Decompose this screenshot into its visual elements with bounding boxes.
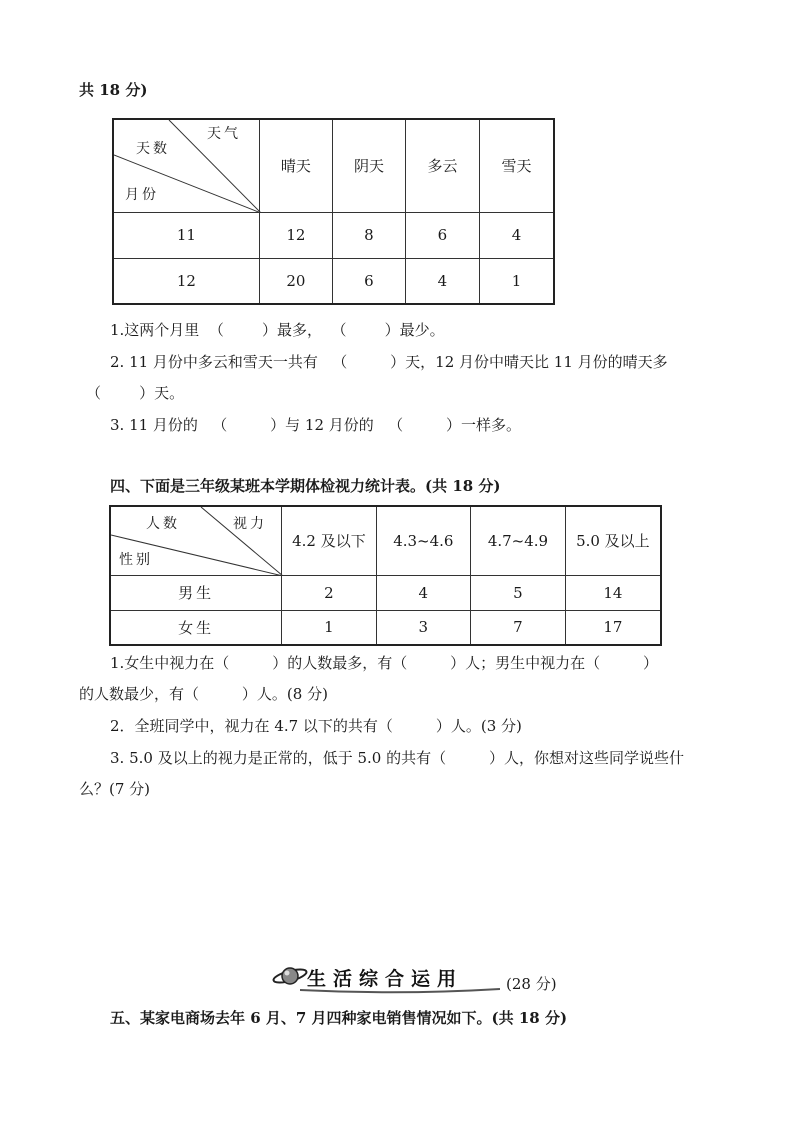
header-snowy: 雪天 (479, 119, 554, 212)
cell: 6 (405, 212, 479, 258)
corner-label-days: 天数 (136, 141, 170, 157)
vision-table (109, 505, 662, 646)
section-4-question-3-line-1: 3. 5.0 及以上的视力是正常的，低于 5.0 的共有（ ）人，你想对这些同学说些什 (110, 749, 685, 767)
question-3: 3. 11 月份的 （ ）与 12 月份的 （ ）一样多。 (110, 416, 521, 434)
question-1: 1.这两个月里 （ ）最多， （ ）最少。 (110, 321, 445, 339)
header-partly-cloudy: 多云 (405, 119, 479, 212)
header-range-3: 4.7~4.9 (471, 506, 566, 575)
corner-label-weather: 天气 (207, 126, 241, 142)
cell: 6 (332, 258, 405, 304)
question-2-line-1: 2. 11 月份中多云和雪天一共有 （ ）天，12 月份中晴天比 11 月份的晴天多 (110, 353, 668, 371)
header-range-4: 5.0 及以上 (565, 506, 661, 575)
cell: 17 (565, 610, 661, 645)
corner-label-vision: 视力 (233, 516, 267, 532)
cell: 2 (282, 575, 376, 610)
banner-title: 生活综合运用 (307, 968, 464, 990)
table-row (110, 610, 661, 645)
cell: 4 (405, 258, 479, 304)
section-5-title: 五、某家电商场去年 6 月、7 月四种家电销售情况如下。(共 18 分) (110, 1009, 568, 1027)
cell: 1 (282, 610, 376, 645)
cell: 14 (565, 575, 661, 610)
cell: 3 (376, 610, 471, 645)
cell: 4 (376, 575, 471, 610)
cell: 1 (479, 258, 554, 304)
cell: 5 (471, 575, 566, 610)
question-2-line-2: （ ）天。 (86, 384, 185, 402)
cell: 12 (259, 212, 332, 258)
weather-table-corner (113, 119, 259, 212)
row-label: 12 (113, 258, 259, 304)
banner-underline (300, 986, 500, 994)
row-label: 11 (113, 212, 259, 258)
header-range-1: 4.2 及以下 (282, 506, 376, 575)
corner-label-count: 人数 (146, 516, 180, 532)
section-4-question-2: 2．全班同学中，视力在 4.7 以下的共有（ ）人。(3 分) (110, 717, 522, 735)
section-4-question-3-line-2: 么？(7 分) (79, 780, 151, 798)
corner-label-gender: 性别 (119, 552, 153, 568)
cell: 7 (471, 610, 566, 645)
table-row (110, 575, 661, 610)
cell: 4 (479, 212, 554, 258)
row-label: 女生 (110, 610, 282, 645)
table-row (113, 212, 554, 258)
corner-label-month: 月份 (125, 187, 159, 203)
cell: 20 (259, 258, 332, 304)
section-heading-fragment: 共 18 分) (79, 81, 148, 99)
header-sunny: 晴天 (259, 119, 332, 212)
table-row (113, 258, 554, 304)
row-label: 男生 (110, 575, 282, 610)
vision-table-corner (110, 506, 282, 575)
section-4-question-1-line-1: 1.女生中视力在（ ）的人数最多，有（ ）人；男生中视力在（ ） (110, 654, 659, 672)
header-cloudy: 阴天 (332, 119, 405, 212)
header-range-2: 4.3~4.6 (376, 506, 471, 575)
banner-score: (28 分) (506, 975, 557, 993)
weather-table (112, 118, 555, 305)
section-4-title: 四、下面是三年级某班本学期体检视力统计表。(共 18 分) (110, 477, 501, 495)
cell: 8 (332, 212, 405, 258)
section-4-question-1-line-2: 的人数最少，有（ ）人。(8 分) (79, 685, 328, 703)
